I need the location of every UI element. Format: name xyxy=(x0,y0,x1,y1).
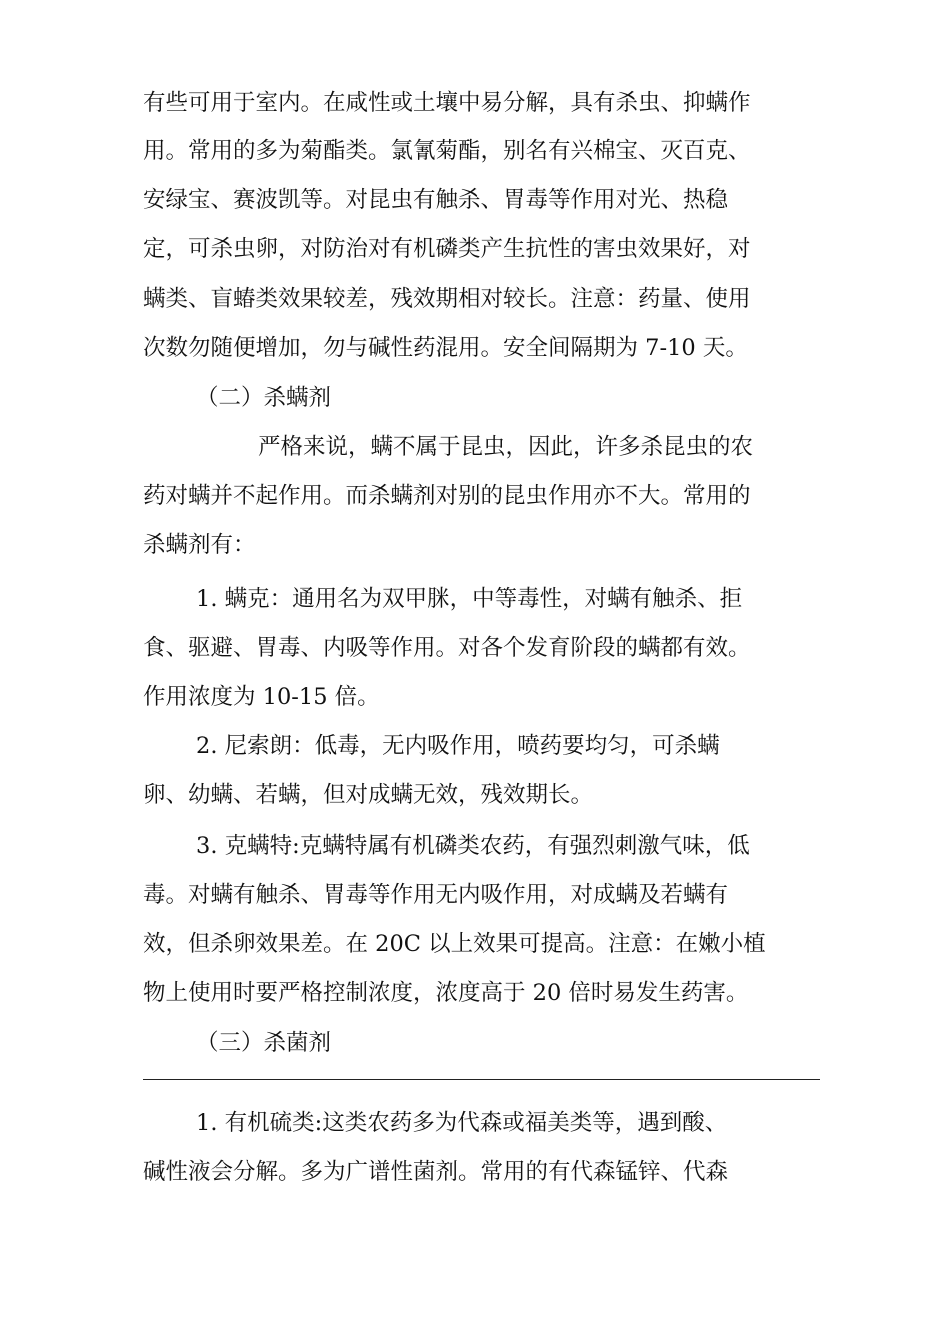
text-line: 食、驱避、胃毒、内吸等作用。对各个发育阶段的螨都有效。 xyxy=(143,635,751,661)
text-line: 效，但杀卵效果差。在 20C 以上效果可提高。注意：在嫩小植 xyxy=(143,931,766,957)
list-item: 3. 克螨特:克螨特属有机磷类农药，有强烈刺激气味，低 xyxy=(196,833,750,859)
text-line: 次数勿随便增加，勿与碱性药混用。安全间隔期为 7-10 天。 xyxy=(143,335,748,361)
text-line: 杀螨剂有： xyxy=(143,532,256,558)
text-line: 碱性液会分解。多为广谱性菌剂。常用的有代森锰锌、代森 xyxy=(143,1159,729,1185)
text-line: 物上使用时要严格控制浓度，浓度高于 20 倍时易发生药害。 xyxy=(143,980,749,1006)
text-line: 作用浓度为 10-15 倍。 xyxy=(143,684,380,710)
text-line: 药对螨并不起作用。而杀螨剂对别的昆虫作用亦不大。常用的 xyxy=(143,483,751,509)
list-item: 1. 有机硫类:这类农药多为代森或福美类等，遇到酸、 xyxy=(196,1110,728,1136)
text-line: 严格来说，螨不属于昆虫，因此，许多杀昆虫的农 xyxy=(258,434,754,460)
text-line: 用。常用的多为菊酯类。氯氰菊酯，别名有兴棉宝、灭百克、 xyxy=(143,138,751,164)
text-line: 毒。对螨有触杀、胃毒等作用无内吸作用，对成螨及若螨有 xyxy=(143,882,729,908)
text-line: 卵、幼螨、若螨，但对成螨无效，残效期长。 xyxy=(143,782,594,808)
text-line: 安绿宝、赛波凯等。对昆虫有触杀、胃毒等作用对光、热稳 xyxy=(143,187,729,213)
section-heading: （三）杀菌剂 xyxy=(196,1030,332,1056)
section-heading: （二）杀螨剂 xyxy=(196,385,332,411)
text-line: 定，可杀虫卵，对防治对有机磷类产生抗性的害虫效果好，对 xyxy=(143,236,751,262)
horizontal-divider xyxy=(143,1079,820,1080)
text-line: 有些可用于室内。在咸性或土壤中易分解，具有杀虫、抑螨作 xyxy=(143,90,751,116)
list-item: 1. 螨克：通用名为双甲脒，中等毒性，对螨有触杀、拒 xyxy=(196,586,743,612)
list-item: 2. 尼索朗：低毒，无内吸作用，喷药要均匀，可杀螨 xyxy=(196,733,720,759)
text-line: 螨类、盲蝽类效果较差，残效期相对较长。注意：药量、使用 xyxy=(143,286,751,312)
